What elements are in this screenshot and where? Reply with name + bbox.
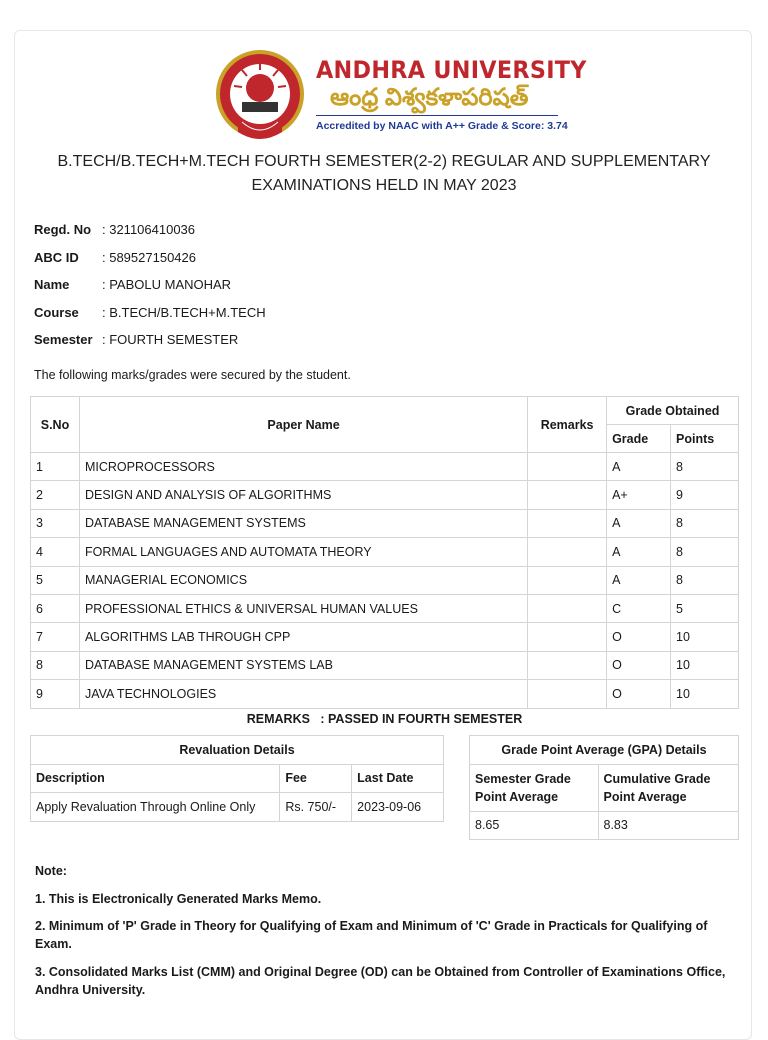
student-info (34, 222, 266, 360)
info-row-course (34, 305, 266, 333)
info-value: : FOURTH SEMESTER (102, 332, 239, 347)
reval-description: Apply Revaluation Through Online Only (31, 793, 280, 822)
info-row-semester (34, 332, 266, 360)
cell-paper: DATABASE MANAGEMENT SYSTEMS (79, 509, 527, 537)
cell-sno: 1 (31, 453, 80, 481)
cell-sno: 9 (31, 680, 80, 708)
gpa-title: Grade Point Average (GPA) Details (470, 736, 739, 765)
info-row-name (34, 277, 266, 305)
cell-points: 8 (671, 453, 739, 481)
cgpa-value: 8.83 (598, 811, 739, 840)
info-value: : 321106410036 (102, 222, 196, 237)
cell-points: 10 (671, 651, 739, 679)
reval-title: Revaluation Details (31, 736, 444, 765)
reval-col-description: Description (31, 764, 280, 793)
info-row-abc-id (34, 250, 266, 278)
remarks-value: : PASSED IN FOURTH SEMESTER (320, 712, 523, 726)
cell-remarks (528, 680, 607, 708)
cell-sno: 7 (31, 623, 80, 651)
info-value: : 589527150426 (102, 249, 196, 265)
cell-points: 8 (671, 538, 739, 566)
cell-paper: DATABASE MANAGEMENT SYSTEMS LAB (79, 651, 527, 679)
info-label: ABC ID (34, 249, 79, 265)
cell-remarks (528, 538, 607, 566)
cell-points: 8 (671, 509, 739, 537)
cell-points: 10 (671, 623, 739, 651)
col-header-points: Points (671, 425, 739, 453)
cell-sno: 3 (31, 509, 80, 537)
reval-col-fee: Fee (280, 764, 352, 793)
cell-paper: MANAGERIAL ECONOMICS (79, 566, 527, 594)
table-row (31, 651, 739, 679)
gpa-col-cgpa: Cumulative Grade Point Average (598, 764, 739, 811)
reval-row (31, 793, 444, 822)
cell-paper: JAVA TECHNOLOGIES (79, 680, 527, 708)
university-name: ANDHRA UNIVERSITY (316, 56, 587, 84)
col-header-sno: S.No (31, 397, 80, 453)
university-name-telugu: ఆంధ్ర విశ్వకళాపరిషత్ (330, 84, 529, 111)
cell-remarks (528, 594, 607, 622)
gpa-table (469, 735, 739, 840)
university-seal-icon (212, 48, 308, 144)
cell-sno: 6 (31, 594, 80, 622)
secured-statement: The following marks/grades were secured by the student. (34, 368, 351, 382)
cell-points: 10 (671, 680, 739, 708)
cell-grade: A (607, 453, 671, 481)
cell-sno: 5 (31, 566, 80, 594)
col-header-paper: Paper Name (79, 397, 527, 453)
accreditation-text: Accredited by NAAC with A++ Grade & Score: 3.74 (316, 120, 568, 132)
cell-remarks (528, 481, 607, 509)
cell-remarks (528, 651, 607, 679)
cell-grade: A+ (607, 481, 671, 509)
marks-table (30, 396, 739, 709)
cell-paper: ALGORITHMS LAB THROUGH CPP (79, 623, 527, 651)
notes-title: Note: (35, 864, 67, 878)
revaluation-table (30, 735, 444, 822)
cell-remarks (528, 566, 607, 594)
cell-grade: O (607, 623, 671, 651)
info-value: : B.TECH/B.TECH+M.TECH (102, 304, 266, 320)
university-header (0, 0, 768, 132)
cell-points: 8 (671, 566, 739, 594)
reval-last-date: 2023-09-06 (352, 793, 444, 822)
gpa-header-row (470, 764, 739, 811)
table-row (31, 623, 739, 651)
cell-remarks (528, 509, 607, 537)
reval-title-row (31, 736, 444, 765)
exam-title: B.TECH/B.TECH+M.TECH FOURTH SEMESTER(2-2) REGULAR AND SUPPLEMENTARY EXAMINATIONS HELD IN MAY 2023 (57, 153, 711, 194)
table-row (31, 509, 739, 537)
remarks-label: REMARKS (246, 712, 310, 726)
cell-points: 9 (671, 481, 739, 509)
col-header-grade: Grade (607, 425, 671, 453)
table-row (31, 680, 739, 708)
gpa-col-sgpa: Semester Grade Point Average (470, 764, 599, 811)
col-header-remarks: Remarks (528, 397, 607, 453)
table-row (31, 566, 739, 594)
note-item: 1. This is Electronically Generated Marks Memo. (35, 891, 322, 906)
cell-grade: A (607, 538, 671, 566)
cell-paper: PROFESSIONAL ETHICS & UNIVERSAL HUMAN VALUES (79, 594, 527, 622)
cell-sno: 4 (31, 538, 80, 566)
cell-grade: A (607, 509, 671, 537)
notes-section (35, 862, 740, 1008)
cell-paper: FORMAL LANGUAGES AND AUTOMATA THEORY (79, 538, 527, 566)
reval-fee: Rs. 750/- (280, 793, 352, 822)
cell-sno: 8 (31, 651, 80, 679)
col-header-grade-obtained: Grade Obtained (607, 397, 739, 425)
sgpa-value: 8.65 (470, 811, 599, 840)
reval-header-row (31, 764, 444, 793)
cell-paper: MICROPROCESSORS (79, 453, 527, 481)
reval-col-last-date: Last Date (352, 764, 444, 793)
info-value: : PABOLU MANOHAR (102, 277, 232, 292)
cell-grade: C (607, 594, 671, 622)
cell-sno: 2 (31, 481, 80, 509)
table-row (31, 594, 739, 622)
note-item: 3. Consolidated Marks List (CMM) and Original Degree (OD) can be Obtained from Controller of Examinations Office, Andhra University. (35, 964, 726, 997)
table-row (31, 453, 739, 481)
cell-remarks (528, 623, 607, 651)
info-label: Regd. No (34, 222, 92, 237)
info-label: Course (34, 304, 79, 320)
info-label: Semester (34, 332, 93, 347)
cell-remarks (528, 453, 607, 481)
gpa-value-row (470, 811, 739, 840)
info-label: Name (34, 277, 70, 292)
accreditation-divider (316, 115, 558, 116)
note-item: 2. Minimum of 'P' Grade in Theory for Qualifying of Exam and Minimum of 'C' Grade in Practicals for Qualifying of Exam. (35, 919, 708, 951)
cell-grade: A (607, 566, 671, 594)
table-row (31, 481, 739, 509)
cell-points: 5 (671, 594, 739, 622)
result-remarks (30, 712, 739, 726)
cell-grade: O (607, 680, 671, 708)
table-row (31, 538, 739, 566)
marks-header-row (31, 397, 739, 425)
gpa-title-row (470, 736, 739, 765)
cell-grade: O (607, 651, 671, 679)
cell-paper: DESIGN AND ANALYSIS OF ALGORITHMS (79, 481, 527, 509)
info-row-regd-no (34, 222, 266, 250)
